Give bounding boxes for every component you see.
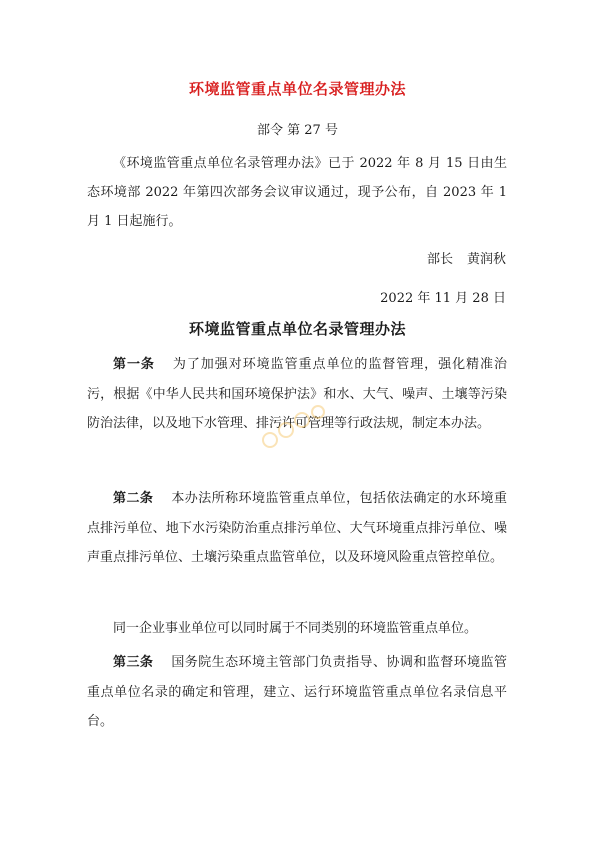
intro-paragraph: 《环境监管重点单位名录管理办法》已于 2022 年 8 月 15 日由生态环境部 2022 年第四次部务会议审议通过，现予公布，自 2023 年 1 月 1 日起施行。 bbox=[87, 156, 507, 229]
article-text: 为了加强对环境监管重点单位的监督管理，强化精准治污，根据《中华人民共和国环境保护法》和水、大气、噪声、土壤等污染防治法律，以及地下水管理、排污许可管理等行政法规，制定本办法。 bbox=[87, 357, 507, 431]
article-number: 第二条 bbox=[113, 491, 154, 506]
document-title: 环境监管重点单位名录管理办法 bbox=[188, 80, 406, 98]
article-3 bbox=[87, 648, 507, 737]
signature-name: 黄润秋 bbox=[466, 252, 506, 267]
issue-date: 2022 年 11 月 28 日 bbox=[380, 291, 506, 306]
signature bbox=[427, 248, 506, 267]
article-text: 国务院生态环境主管部门负责指导、协调和监督环境监管重点单位名录的确定和管理，建立、运行环境监管重点单位名录信息平台。 bbox=[87, 655, 507, 729]
article-2-paragraph-2 bbox=[87, 614, 507, 644]
regulation-title: 环境监管重点单位名录管理办法 bbox=[188, 320, 406, 338]
signature-role: 部长 bbox=[426, 252, 453, 267]
article-1 bbox=[87, 350, 507, 439]
article-text: 同一企业事业单位可以同时属于不同类别的环境监管重点单位。 bbox=[113, 621, 478, 636]
article-2 bbox=[87, 484, 507, 573]
article-text: 本办法所称环境监管重点单位，包括依法确定的水环境重点排污单位、地下水污染防治重点排污单位、大气环境重点排污单位、噪声重点排污单位、土壤污染重点监管单位，以及环境风险重点管控单位。 bbox=[87, 491, 507, 565]
article-number: 第三条 bbox=[113, 655, 154, 670]
article-number: 第一条 bbox=[113, 357, 155, 372]
order-number: 部令 第 27 号 bbox=[257, 123, 338, 138]
